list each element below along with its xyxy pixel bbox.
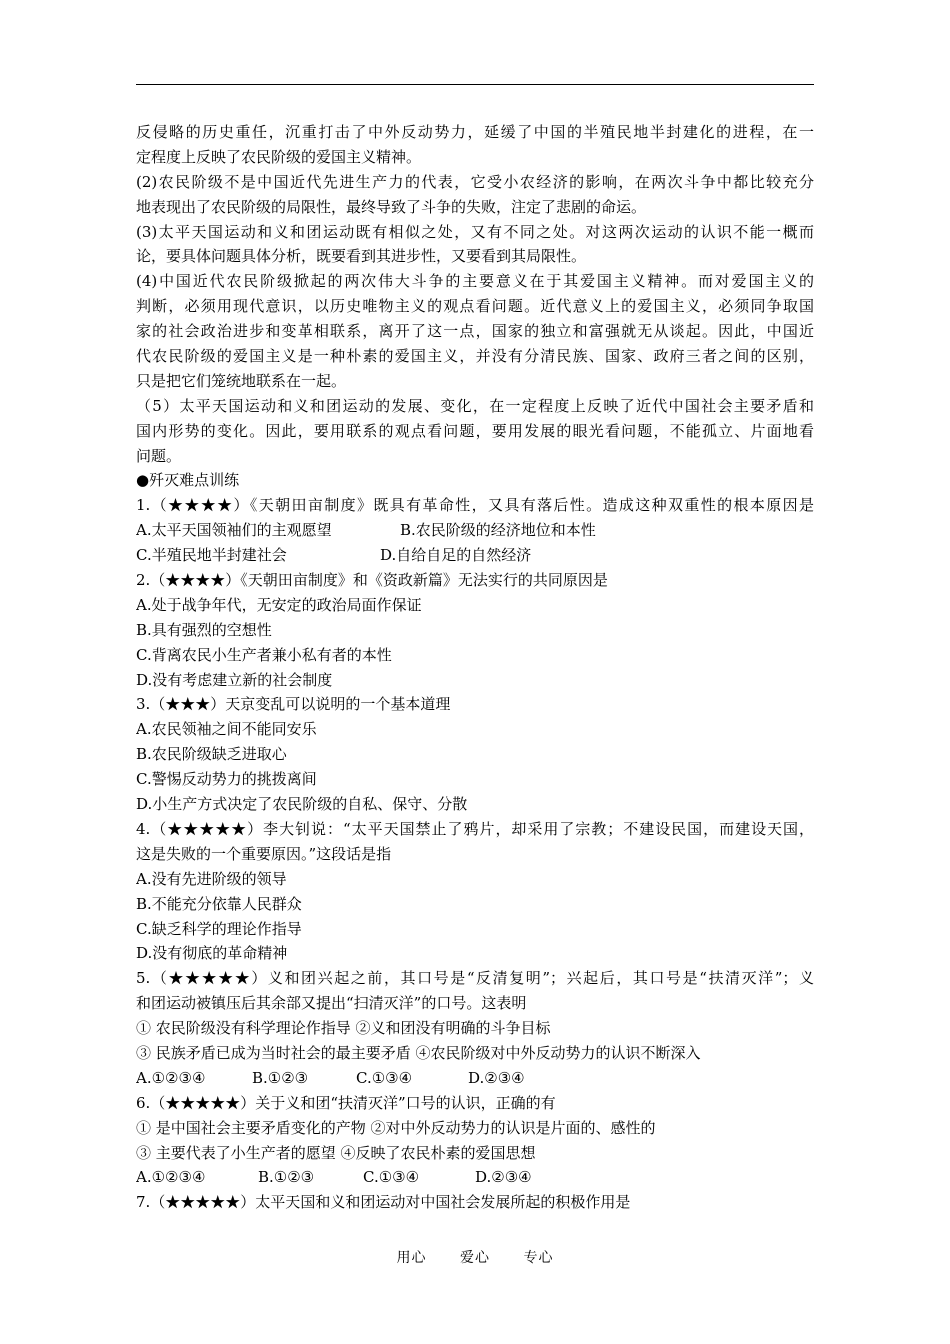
paragraph-line: (4)中国近代农民阶级掀起的两次伟大斗争的主要意义在于其爱国主义精神。而对爱国主义的 — [136, 272, 814, 291]
question-6: 6.（★★★★★）关于义和团“扶清灭洋”口号的认识，正确的有 — [136, 1093, 556, 1112]
document-body — [136, 120, 814, 1215]
option-d: D.没有彻底的革命精神 — [136, 944, 288, 963]
statement-line: ① 农民阶级没有科学理论作指导 ②义和团没有明确的斗争目标 — [136, 1019, 551, 1038]
paragraph-line: 判断，必须用现代意识，以历史唯物主义的观点看问题。近代意义上的爱国主义，必须同争取国 — [136, 297, 814, 316]
option-d: D.小生产方式决定了农民阶级的自私、保守、分散 — [136, 795, 468, 814]
option-b: B.不能充分依靠人民群众 — [136, 894, 302, 913]
question-4-cont: 这是失败的一个重要原因。”这段话是指 — [136, 844, 392, 863]
question-4: 4.（★★★★★）李大钊说：“太平天国禁止了鸦片，却采用了宗教；不建设民国，而建设天国， — [136, 819, 814, 838]
paragraph-line: 定程度上反映了农民阶级的爱国主义精神。 — [136, 147, 422, 166]
option-c: C.①③④ — [356, 1068, 413, 1087]
option-c: C.缺乏科学的理论作指导 — [136, 919, 302, 938]
option-c: C.①③④ — [363, 1168, 420, 1187]
question-3: 3.（★★★）天京变乱可以说明的一个基本道理 — [136, 695, 451, 714]
option-b: B.农民阶级缺乏进取心 — [136, 745, 287, 764]
paragraph-line: 论，要具体问题具体分析，既要看到其进步性，又要看到其局限性。 — [136, 247, 587, 266]
paragraph-line: 地表现出了农民阶级的局限性，最终导致了斗争的失败，注定了悲剧的命运。 — [136, 197, 647, 216]
question-6-options — [136, 1165, 814, 1190]
option-b: B.农民阶级的经济地位和本性 — [400, 521, 596, 540]
paragraph-line: 只是把它们笼统地联系在一起。 — [136, 371, 347, 390]
header-rule — [136, 84, 814, 85]
paragraph-line: 反侵略的历史重任，沉重打击了中外反动势力，延缓了中国的半殖民地半封建化的进程，在一 — [136, 123, 814, 141]
paragraph-line: 家的社会政治进步和变革相联系，离开了这一点，国家的独立和富强就无从谈起。因此，中国近 — [136, 322, 814, 341]
option-c: C.背离农民小生产者兼小私有者的本性 — [136, 645, 392, 664]
footer-text: 爱心 — [460, 1250, 490, 1266]
statement-line: ③ 民族矛盾已成为当时社会的最主要矛盾 ④农民阶级对中外反动势力的认识不断深入 — [136, 1043, 701, 1062]
option-a: A.处于战争年代，无安定的政治局面作保证 — [136, 595, 422, 614]
statement-line: ③ 主要代表了小生产者的愿望 ④反映了农民朴素的爱国思想 — [136, 1143, 536, 1162]
option-d: D.自给自足的自然经济 — [380, 546, 532, 565]
option-b: B.①②③ — [252, 1068, 309, 1087]
paragraph-line: （5）太平天国运动和义和团运动的发展、变化，在一定程度上反映了近代中国社会主要矛盾和 — [136, 396, 814, 415]
footer-text: 用心 — [396, 1250, 427, 1266]
option-c: C.半殖民地半封建社会 — [136, 546, 287, 565]
paragraph-line: (3)太平天国运动和义和团运动既有相似之处，又有不同之处。对这两次运动的认识不能一概而 — [136, 222, 814, 241]
paragraph-line: 国内形势的变化。因此，要用联系的观点看问题，要用发展的眼光看问题，不能孤立、片面地看 — [136, 421, 814, 440]
question-5-cont: 和团运动被镇压后其余部又提出“扫清灭洋”的口号。这表明 — [136, 994, 527, 1013]
paragraph-line: (2)农民阶级不是中国近代先进生产力的代表，它受小农经济的影响，在两次斗争中都比较充分 — [136, 172, 814, 191]
option-a: A.太平天国领袖们的主观愿望 — [136, 521, 332, 540]
section-heading: ●歼灭难点训练 — [136, 471, 240, 490]
question-1-options-ab — [136, 518, 814, 543]
question-1-options-cd — [136, 543, 814, 568]
option-b: B.具有强烈的空想性 — [136, 620, 272, 639]
option-a: A.没有先进阶级的领导 — [136, 869, 287, 888]
option-a: A.农民领袖之间不能同安乐 — [136, 720, 317, 739]
page-footer — [0, 1247, 950, 1267]
statement-line: ① 是中国社会主要矛盾变化的产物 ②对中外反动势力的认识是片面的、感性的 — [136, 1118, 656, 1137]
paragraph-line: 问题。 — [136, 446, 182, 465]
question-7: 7.（★★★★★）太平天国和义和团运动对中国社会发展所起的积极作用是 — [136, 1193, 631, 1212]
question-1: 1.（★★★★）《天朝田亩制度》既具有革命性，又具有落后性。造成这种双重性的根本原因是 — [136, 496, 814, 515]
paragraph-line: 代农民阶级的爱国主义是一种朴素的爱国主义，并没有分清民族、国家、政府三者之间的区别， — [136, 347, 814, 366]
option-a: A.①②③④ — [136, 1068, 206, 1087]
question-5-options — [136, 1066, 814, 1091]
option-d: D.②③④ — [468, 1068, 525, 1087]
question-2: 2.（★★★★）《天朝田亩制度》和《资政新篇》无法实行的共同原因是 — [136, 571, 608, 590]
question-5: 5.（★★★★★）义和团兴起之前，其口号是“反清复明”；兴起后，其口号是“扶清灭洋”；义 — [136, 969, 814, 988]
option-d: D.没有考虑建立新的社会制度 — [136, 670, 333, 689]
option-c: C.警惕反动势力的挑拨离间 — [136, 770, 317, 789]
option-d: D.②③④ — [475, 1168, 532, 1187]
footer-text: 专心 — [523, 1250, 554, 1266]
option-a: A.①②③④ — [136, 1168, 206, 1187]
option-b: B.①②③ — [258, 1168, 315, 1187]
